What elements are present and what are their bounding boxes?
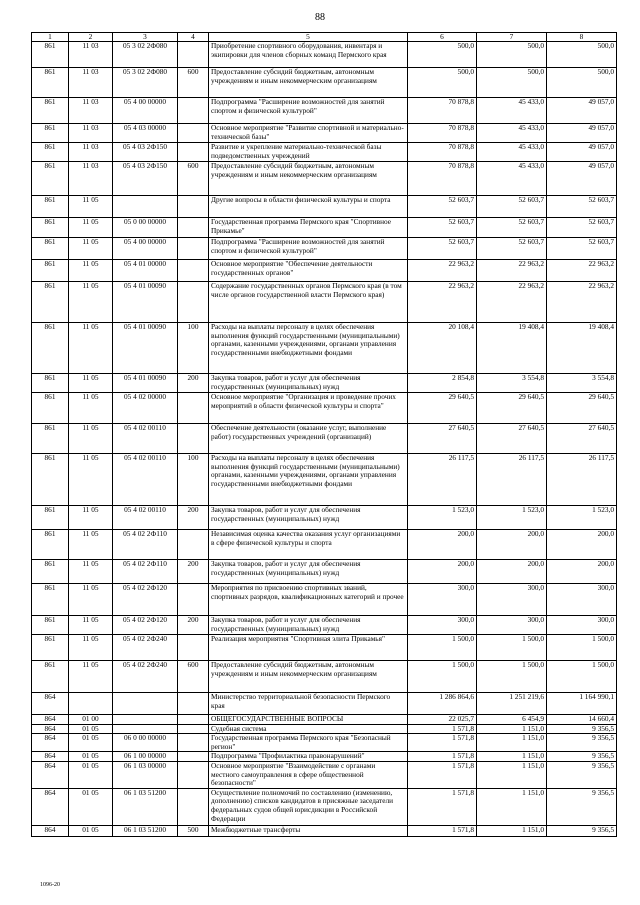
table-row [32, 68, 617, 98]
table-row [32, 98, 617, 124]
description-cell: Основное мероприятие "Организация и проведение прочих мероприятий в области физической культуры и спорта" [209, 393, 408, 424]
amount-col7-cell: 19 408,4 [477, 323, 547, 374]
amount-col8-cell: 9 356,5 [547, 825, 617, 836]
target-article-cell: 05 4 02 2Ф120 [113, 616, 178, 635]
amount-col7-cell: 6 454,9 [477, 715, 547, 725]
admin-code-cell: 861 [32, 124, 69, 143]
expense-type-cell [178, 238, 209, 260]
admin-code-cell: 861 [32, 162, 69, 196]
amount-col7-cell: 200,0 [477, 560, 547, 584]
admin-code-cell: 861 [32, 196, 69, 218]
section-code-cell: 11 05 [69, 616, 113, 635]
admin-code-cell: 861 [32, 635, 69, 661]
budget-table [31, 32, 617, 837]
amount-col8-cell: 300,0 [547, 616, 617, 635]
expense-type-cell [178, 196, 209, 218]
amount-col6-cell: 20 108,4 [408, 323, 477, 374]
amount-col8-cell: 200,0 [547, 530, 617, 560]
description-cell: Мероприятия по присвоению спортивных званий, спортивных разрядов, квалификационных категорий и прочее [209, 584, 408, 616]
expense-type-cell [178, 693, 209, 715]
amount-col7-cell: 45 433,0 [477, 143, 547, 162]
table-row [32, 584, 617, 616]
table-row [32, 506, 617, 530]
column-header: 8 [547, 33, 617, 42]
description-cell: Государственная программа Пермского края "Безопасный регион" [209, 734, 408, 752]
amount-col6-cell: 1 500,0 [408, 635, 477, 661]
amount-col8-cell: 9 356,5 [547, 752, 617, 762]
amount-col6-cell: 1 571,8 [408, 788, 477, 825]
amount-col7-cell: 500,0 [477, 42, 547, 68]
section-code-cell [69, 693, 113, 715]
target-article-cell: 05 4 02 2Ф110 [113, 560, 178, 584]
description-cell: ОБЩЕГОСУДАРСТВЕННЫЕ ВОПРОСЫ [209, 715, 408, 725]
section-code-cell: 01 05 [69, 761, 113, 788]
amount-col8-cell: 49 057,0 [547, 124, 617, 143]
admin-code-cell: 861 [32, 661, 69, 693]
expense-type-cell [178, 761, 209, 788]
admin-code-cell: 861 [32, 454, 69, 506]
description-cell: Предоставление субсидий бюджетным, автономным учреждениям и иным некоммерческим организациям [209, 661, 408, 693]
amount-col8-cell: 49 057,0 [547, 143, 617, 162]
amount-col7-cell: 200,0 [477, 530, 547, 560]
expense-type-cell: 100 [178, 454, 209, 506]
admin-code-cell: 864 [32, 825, 69, 836]
section-code-cell: 11 05 [69, 560, 113, 584]
section-code-cell: 11 05 [69, 635, 113, 661]
target-article-cell: 06 0 00 00000 [113, 734, 178, 752]
expense-type-cell [178, 734, 209, 752]
amount-col6-cell: 26 117,5 [408, 454, 477, 506]
description-cell: Развитие и укрепление материально-технической базы подведомственных учреждений [209, 143, 408, 162]
admin-code-cell: 861 [32, 42, 69, 68]
expense-type-cell [178, 530, 209, 560]
column-header: 3 [113, 33, 178, 42]
target-article-cell: 05 4 00 00000 [113, 98, 178, 124]
table-row [32, 162, 617, 196]
amount-col6-cell: 1 500,0 [408, 661, 477, 693]
page-number: 88 [315, 12, 325, 23]
target-article-cell: 05 4 03 00000 [113, 124, 178, 143]
target-article-cell: 05 4 01 00000 [113, 260, 178, 282]
target-article-cell: 05 4 02 00000 [113, 393, 178, 424]
column-header: 6 [408, 33, 477, 42]
description-cell: Содержание государственных органов Пермского края (в том числе органов государственной власти Пермского края) [209, 282, 408, 323]
description-cell: Закупка товаров, работ и услуг для обеспечения государственных (муниципальных) нужд [209, 506, 408, 530]
expense-type-cell [178, 282, 209, 323]
section-code-cell: 01 05 [69, 752, 113, 762]
amount-col8-cell: 49 057,0 [547, 98, 617, 124]
table-row [32, 661, 617, 693]
admin-code-cell: 861 [32, 238, 69, 260]
target-article-cell: 05 4 03 2Ф150 [113, 162, 178, 196]
target-article-cell: 06 1 03 00000 [113, 761, 178, 788]
description-cell: Обеспечение деятельности (оказание услуг, выполнение работ) государственных учреждений (организаций) [209, 424, 408, 454]
amount-col8-cell: 500,0 [547, 42, 617, 68]
amount-col7-cell: 1 151,0 [477, 734, 547, 752]
amount-col7-cell: 52 603,7 [477, 238, 547, 260]
amount-col7-cell: 1 251 219,6 [477, 693, 547, 715]
admin-code-cell: 861 [32, 218, 69, 238]
expense-type-cell: 500 [178, 825, 209, 836]
section-code-cell: 11 05 [69, 218, 113, 238]
table-row [32, 218, 617, 238]
amount-col6-cell: 300,0 [408, 616, 477, 635]
description-cell: Государственная программа Пермского края "Спортивное Прикамье" [209, 218, 408, 238]
description-cell: Подпрограмма "Расширение возможностей для занятий спортом и физической культурой" [209, 238, 408, 260]
section-code-cell: 11 03 [69, 143, 113, 162]
amount-col6-cell: 29 640,5 [408, 393, 477, 424]
expense-type-cell [178, 635, 209, 661]
target-article-cell: 05 4 01 00090 [113, 374, 178, 393]
admin-code-cell: 864 [32, 693, 69, 715]
amount-col7-cell: 1 523,0 [477, 506, 547, 530]
amount-col6-cell: 27 640,5 [408, 424, 477, 454]
amount-col6-cell: 22 025,7 [408, 715, 477, 725]
table-row [32, 374, 617, 393]
expense-type-cell [178, 218, 209, 238]
admin-code-cell: 861 [32, 560, 69, 584]
amount-col6-cell: 1 571,8 [408, 752, 477, 762]
column-header: 7 [477, 33, 547, 42]
expense-type-cell [178, 584, 209, 616]
admin-code-cell: 861 [32, 530, 69, 560]
amount-col8-cell: 9 356,5 [547, 761, 617, 788]
amount-col7-cell: 29 640,5 [477, 393, 547, 424]
expense-type-cell [178, 393, 209, 424]
amount-col8-cell: 1 523,0 [547, 506, 617, 530]
expense-type-cell: 200 [178, 374, 209, 393]
table-row [32, 323, 617, 374]
amount-col8-cell: 200,0 [547, 560, 617, 584]
admin-code-cell: 861 [32, 68, 69, 98]
amount-col7-cell: 22 963,2 [477, 282, 547, 323]
admin-code-cell: 864 [32, 715, 69, 725]
section-code-cell: 11 05 [69, 323, 113, 374]
target-article-cell: 05 4 00 00000 [113, 238, 178, 260]
amount-col8-cell: 9 356,5 [547, 788, 617, 825]
target-article-cell: 05 4 02 00110 [113, 506, 178, 530]
admin-code-cell: 861 [32, 506, 69, 530]
description-cell: Основное мероприятие "Взаимодействие с органами местного самоуправления в сфере общественной безопасности" [209, 761, 408, 788]
amount-col7-cell: 3 554,8 [477, 374, 547, 393]
target-article-cell: 05 4 02 2Ф110 [113, 530, 178, 560]
description-cell: Осуществление полномочий по составлению (изменению, дополнению) списков кандидатов в присяжные заседатели федеральных судов общей юрисдикции в Российской Федерации [209, 788, 408, 825]
description-cell: Независимая оценка качества оказания услуг организациями в сфере физической культуры и спорта [209, 530, 408, 560]
amount-col7-cell: 26 117,5 [477, 454, 547, 506]
amount-col6-cell: 1 571,8 [408, 825, 477, 836]
target-article-cell: 05 4 02 2Ф120 [113, 584, 178, 616]
section-code-cell: 11 03 [69, 162, 113, 196]
target-article-cell: 06 1 03 51200 [113, 825, 178, 836]
expense-type-cell [178, 98, 209, 124]
admin-code-cell: 861 [32, 584, 69, 616]
amount-col7-cell: 1 151,0 [477, 752, 547, 762]
target-article-cell [113, 196, 178, 218]
target-article-cell [113, 693, 178, 715]
amount-col6-cell: 1 571,8 [408, 724, 477, 734]
amount-col7-cell: 500,0 [477, 68, 547, 98]
section-code-cell: 11 05 [69, 506, 113, 530]
section-code-cell: 11 05 [69, 584, 113, 616]
admin-code-cell: 861 [32, 616, 69, 635]
expense-type-cell: 200 [178, 560, 209, 584]
amount-col7-cell: 1 151,0 [477, 724, 547, 734]
admin-code-cell: 861 [32, 323, 69, 374]
section-code-cell: 01 05 [69, 788, 113, 825]
description-cell: Закупка товаров, работ и услуг для обеспечения государственных (муниципальных) нужд [209, 374, 408, 393]
table-row [32, 616, 617, 635]
amount-col6-cell: 300,0 [408, 584, 477, 616]
amount-col7-cell: 1 151,0 [477, 761, 547, 788]
section-code-cell: 11 05 [69, 424, 113, 454]
section-code-cell: 11 03 [69, 124, 113, 143]
amount-col6-cell: 500,0 [408, 42, 477, 68]
description-cell: Основное мероприятие "Обеспечение деятельности государственных органов" [209, 260, 408, 282]
section-code-cell: 11 05 [69, 196, 113, 218]
column-header: 2 [69, 33, 113, 42]
section-code-cell: 01 05 [69, 724, 113, 734]
amount-col6-cell: 52 603,7 [408, 218, 477, 238]
section-code-cell: 11 03 [69, 42, 113, 68]
amount-col8-cell: 49 057,0 [547, 162, 617, 196]
admin-code-cell: 861 [32, 424, 69, 454]
description-cell: Другие вопросы в области физической культуры и спорта [209, 196, 408, 218]
amount-col6-cell: 200,0 [408, 560, 477, 584]
amount-col7-cell: 27 640,5 [477, 424, 547, 454]
amount-col7-cell: 1 151,0 [477, 788, 547, 825]
section-code-cell: 01 05 [69, 825, 113, 836]
amount-col7-cell: 45 433,0 [477, 98, 547, 124]
table-row [32, 143, 617, 162]
target-article-cell: 05 3 02 2Ф080 [113, 68, 178, 98]
amount-col7-cell: 45 433,0 [477, 124, 547, 143]
amount-col8-cell: 29 640,5 [547, 393, 617, 424]
column-header: 4 [178, 33, 209, 42]
table-row [32, 454, 617, 506]
expense-type-cell: 200 [178, 616, 209, 635]
admin-code-cell: 861 [32, 260, 69, 282]
table-row [32, 424, 617, 454]
amount-col8-cell: 22 963,2 [547, 282, 617, 323]
expense-type-cell: 200 [178, 506, 209, 530]
table-row [32, 530, 617, 560]
amount-col6-cell: 1 286 864,6 [408, 693, 477, 715]
amount-col6-cell: 2 854,8 [408, 374, 477, 393]
table-row [32, 693, 617, 715]
section-code-cell: 11 05 [69, 393, 113, 424]
description-cell: Межбюджетные трансферты [209, 825, 408, 836]
amount-col7-cell: 300,0 [477, 584, 547, 616]
admin-code-cell: 861 [32, 98, 69, 124]
amount-col6-cell: 1 523,0 [408, 506, 477, 530]
amount-col8-cell: 27 640,5 [547, 424, 617, 454]
expense-type-cell [178, 788, 209, 825]
section-code-cell: 11 05 [69, 260, 113, 282]
amount-col6-cell: 500,0 [408, 68, 477, 98]
section-code-cell: 01 05 [69, 734, 113, 752]
amount-col6-cell: 200,0 [408, 530, 477, 560]
column-header: 1 [32, 33, 69, 42]
expense-type-cell [178, 715, 209, 725]
amount-col7-cell: 300,0 [477, 616, 547, 635]
section-code-cell: 11 05 [69, 661, 113, 693]
admin-code-cell: 864 [32, 752, 69, 762]
amount-col7-cell: 45 433,0 [477, 162, 547, 196]
description-cell: Предоставление субсидий бюджетным, автономным учреждениям и иным некоммерческим организациям [209, 68, 408, 98]
table-row [32, 282, 617, 323]
amount-col7-cell: 52 603,7 [477, 218, 547, 238]
description-cell: Предоставление субсидий бюджетным, автономным учреждениям и иным некоммерческим организациям [209, 162, 408, 196]
amount-col6-cell: 22 963,2 [408, 260, 477, 282]
table-row [32, 238, 617, 260]
table-row [32, 393, 617, 424]
expense-type-cell: 600 [178, 162, 209, 196]
expense-type-cell [178, 424, 209, 454]
table-row [32, 196, 617, 218]
amount-col8-cell: 19 408,4 [547, 323, 617, 374]
admin-code-cell: 861 [32, 143, 69, 162]
table-row [32, 825, 617, 836]
target-article-cell: 05 4 02 00110 [113, 424, 178, 454]
expense-type-cell: 600 [178, 661, 209, 693]
expense-type-cell: 100 [178, 323, 209, 374]
target-article-cell: 05 4 02 00110 [113, 454, 178, 506]
amount-col6-cell: 22 963,2 [408, 282, 477, 323]
expense-type-cell [178, 124, 209, 143]
section-code-cell: 11 05 [69, 530, 113, 560]
amount-col7-cell: 1 500,0 [477, 635, 547, 661]
amount-col8-cell: 52 603,7 [547, 196, 617, 218]
table-row [32, 124, 617, 143]
target-article-cell: 05 4 02 2Ф240 [113, 661, 178, 693]
expense-type-cell: 600 [178, 68, 209, 98]
amount-col8-cell: 3 554,8 [547, 374, 617, 393]
expense-type-cell [178, 724, 209, 734]
amount-col6-cell: 52 603,7 [408, 196, 477, 218]
table-row [32, 635, 617, 661]
amount-col6-cell: 70 878,8 [408, 124, 477, 143]
target-article-cell: 06 1 03 51200 [113, 788, 178, 825]
target-article-cell: 06 1 00 00000 [113, 752, 178, 762]
expense-type-cell [178, 752, 209, 762]
amount-col8-cell: 300,0 [547, 584, 617, 616]
target-article-cell: 05 4 03 2Ф150 [113, 143, 178, 162]
table-row [32, 260, 617, 282]
section-code-cell: 11 03 [69, 68, 113, 98]
admin-code-cell: 864 [32, 788, 69, 825]
amount-col8-cell: 9 356,5 [547, 724, 617, 734]
description-cell: Закупка товаров, работ и услуг для обеспечения государственных (муниципальных) нужд [209, 616, 408, 635]
target-article-cell [113, 715, 178, 725]
section-code-cell: 11 05 [69, 454, 113, 506]
target-article-cell: 05 4 01 00090 [113, 282, 178, 323]
target-article-cell: 05 0 00 00000 [113, 218, 178, 238]
target-article-cell: 05 4 01 00090 [113, 323, 178, 374]
description-cell: Реализация мероприятия "Спортивная элита Прикамья" [209, 635, 408, 661]
table-row [32, 560, 617, 584]
admin-code-cell: 864 [32, 734, 69, 752]
column-header: 5 [209, 33, 408, 42]
section-code-cell: 11 05 [69, 238, 113, 260]
description-cell: Закупка товаров, работ и услуг для обеспечения государственных (муниципальных) нужд [209, 560, 408, 584]
amount-col6-cell: 70 878,8 [408, 143, 477, 162]
amount-col8-cell: 52 603,7 [547, 238, 617, 260]
table-row [32, 788, 617, 825]
amount-col8-cell: 9 356,5 [547, 734, 617, 752]
expense-type-cell [178, 260, 209, 282]
admin-code-cell: 861 [32, 282, 69, 323]
amount-col6-cell: 70 878,8 [408, 98, 477, 124]
description-cell: Расходы на выплаты персоналу в целях обеспечения выполнения функций государственными (муниципальными) органами, казенными учреждениями, органами управления государственными внебюджетными фондами [209, 454, 408, 506]
description-cell: Расходы на выплаты персоналу в целях обеспечения выполнения функций государственными (муниципальными) органами, казенными учреждениями, органами управления государственными внебюджетными фондами [209, 323, 408, 374]
footer-code: 1096-20 [40, 882, 60, 888]
admin-code-cell: 864 [32, 724, 69, 734]
amount-col8-cell: 26 117,5 [547, 454, 617, 506]
amount-col8-cell: 22 963,2 [547, 260, 617, 282]
target-article-cell: 05 3 02 2Ф080 [113, 42, 178, 68]
section-code-cell: 11 05 [69, 374, 113, 393]
description-cell: Подпрограмма "Расширение возможностей для занятий спортом и физической культурой" [209, 98, 408, 124]
description-cell: Основное мероприятие "Развитие спортивной и материально-технической базы" [209, 124, 408, 143]
description-cell: Приобретение спортивного оборудования, инвентаря и экипировки для членов сборных команд Пермского края [209, 42, 408, 68]
table-body [32, 42, 617, 837]
target-article-cell: 05 4 02 2Ф240 [113, 635, 178, 661]
amount-col7-cell: 1 500,0 [477, 661, 547, 693]
amount-col8-cell: 500,0 [547, 68, 617, 98]
section-code-cell: 11 03 [69, 98, 113, 124]
amount-col7-cell: 22 963,2 [477, 260, 547, 282]
amount-col6-cell: 1 571,8 [408, 734, 477, 752]
admin-code-cell: 864 [32, 761, 69, 788]
amount-col8-cell: 1 500,0 [547, 661, 617, 693]
admin-code-cell: 861 [32, 374, 69, 393]
description-cell: Подпрограмма "Профилактика правонарушений" [209, 752, 408, 762]
admin-code-cell: 861 [32, 393, 69, 424]
amount-col6-cell: 1 571,8 [408, 761, 477, 788]
table-row [32, 734, 617, 752]
table-row [32, 42, 617, 68]
expense-type-cell [178, 143, 209, 162]
amount-col7-cell: 52 603,7 [477, 196, 547, 218]
description-cell: Министерство территориальной безопасности Пермского края [209, 693, 408, 715]
amount-col8-cell: 1 500,0 [547, 635, 617, 661]
description-cell: Судебная система [209, 724, 408, 734]
amount-col8-cell: 1 164 990,1 [547, 693, 617, 715]
section-code-cell: 11 05 [69, 282, 113, 323]
table-row [32, 715, 617, 725]
amount-col8-cell: 14 660,4 [547, 715, 617, 725]
expense-type-cell [178, 42, 209, 68]
amount-col7-cell: 1 151,0 [477, 825, 547, 836]
amount-col6-cell: 52 603,7 [408, 238, 477, 260]
table-row [32, 761, 617, 788]
amount-col8-cell: 52 603,7 [547, 218, 617, 238]
amount-col6-cell: 70 878,8 [408, 162, 477, 196]
section-code-cell: 01 00 [69, 715, 113, 725]
